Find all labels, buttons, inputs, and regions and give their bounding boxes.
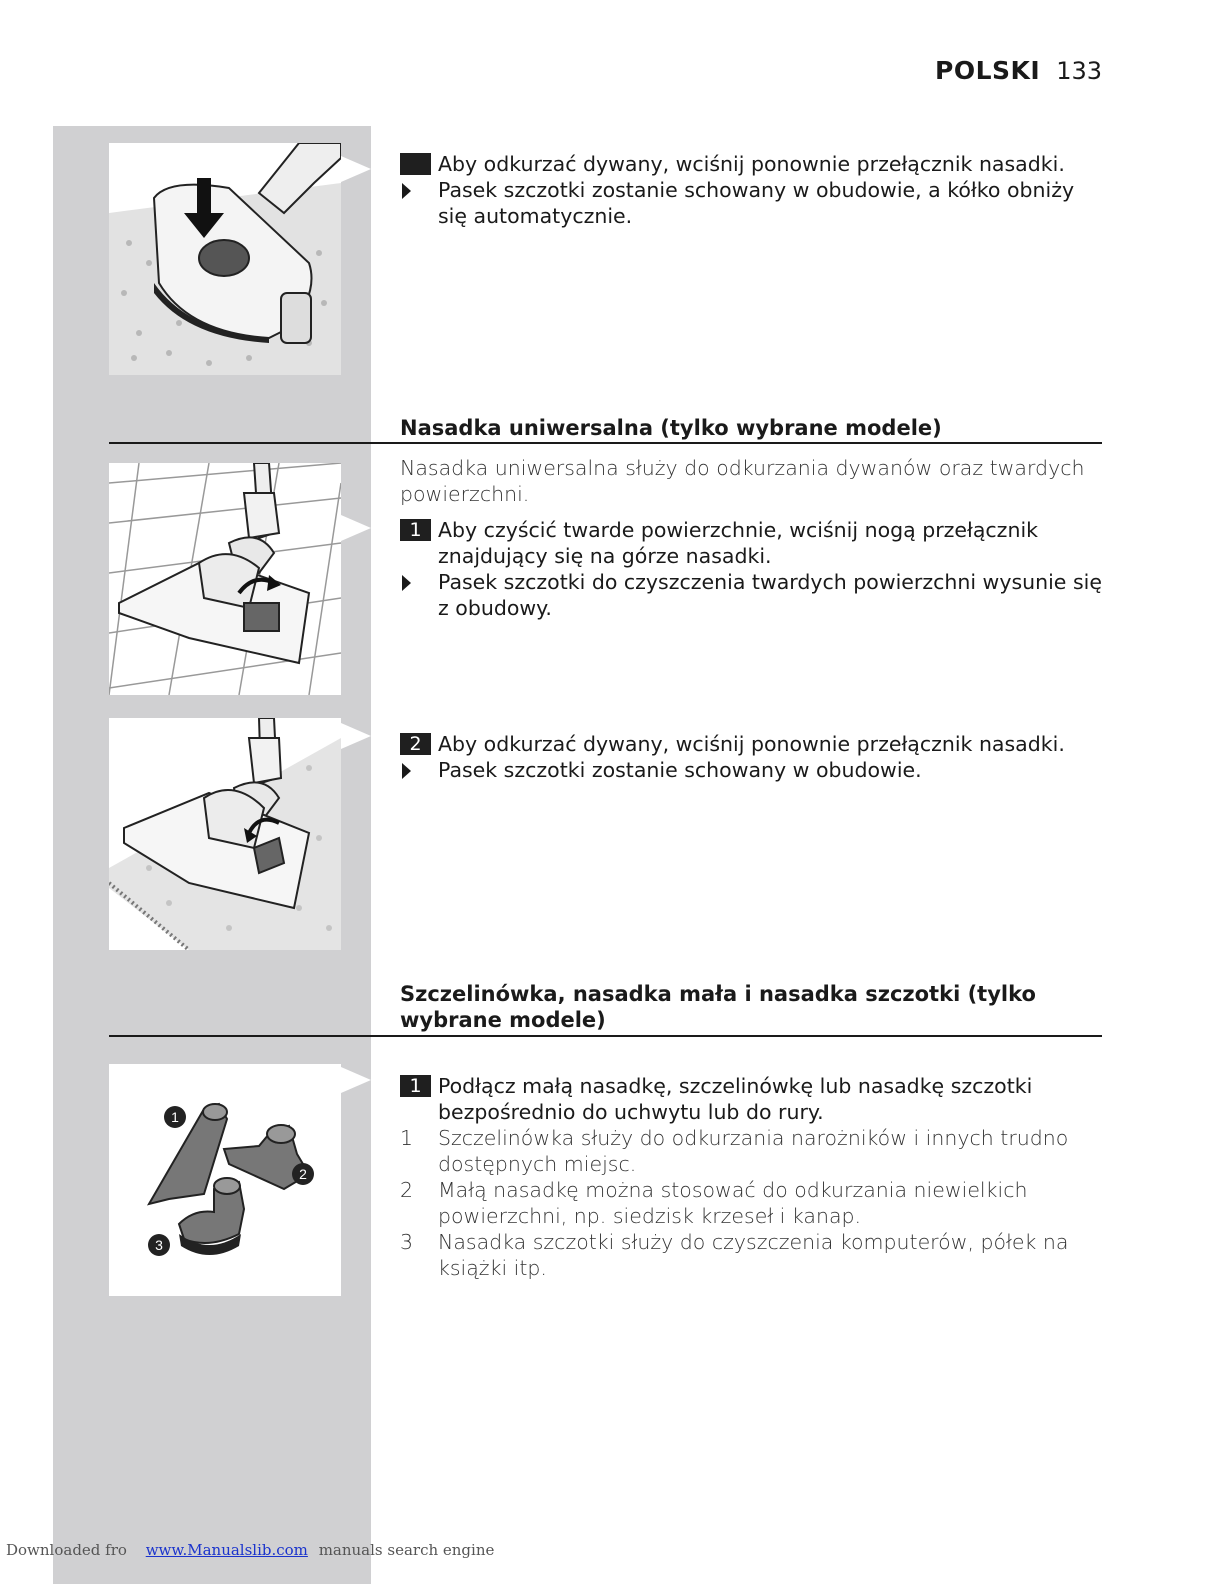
step-number-box: 1 [400, 1075, 431, 1097]
page-header [935, 56, 1102, 85]
step-row [400, 517, 1104, 569]
section0-steps [400, 151, 1104, 229]
callout-pointer [341, 156, 371, 182]
footer-prefix: Downloaded fro [6, 1541, 127, 1559]
list-item [400, 1229, 1104, 1281]
result-bullet-icon [402, 763, 411, 779]
section2-heading: Szczelinówka, nasadka mała i nasadka szczotki (tylko wybrane modele) [400, 982, 1036, 1032]
result-text: Pasek szczotki zostanie schowany w obudowie, a kółko obniży się automatycznie. [438, 178, 1075, 228]
list-item-number: 3 [400, 1230, 414, 1254]
language-label: POLSKI [935, 56, 1041, 85]
step-text: Aby odkurzać dywany, wciśnij ponownie przełącznik nasadki. [438, 732, 1065, 756]
step-number-box: 1 [400, 519, 431, 541]
section2-steps [400, 1073, 1104, 1281]
result-row [400, 569, 1104, 621]
step-row [400, 1073, 1104, 1125]
result-text: Pasek szczotki zostanie schowany w obudowie. [438, 758, 922, 782]
step-row [400, 731, 1104, 757]
step-text: Podłącz małą nasadkę, szczelinówkę lub nasadkę szczotki bezpośrednio do uchwytu lub do rury. [438, 1074, 1033, 1124]
list-item-text: Szczelinówka służy do odkurzania narożników i innych trudno dostępnych miejsc. [438, 1126, 1069, 1176]
list-item-number: 2 [400, 1178, 414, 1202]
step-text: Aby odkurzać dywany, wciśnij ponownie przełącznik nasadki. [438, 152, 1065, 176]
footer [6, 1541, 494, 1559]
callout-2: 2 [299, 1166, 307, 1182]
list-item-text: Małą nasadkę można stosować do odkurzania niewielkich powierzchni, np. siedzisk krzeseł i kanap. [438, 1178, 1028, 1228]
callout-pointer [341, 1067, 371, 1093]
result-row [400, 757, 1104, 783]
result-text: Pasek szczotki do czyszczenia twardych powierzchni wysunie się z obudowy. [438, 570, 1102, 620]
result-bullet-icon [402, 183, 411, 199]
footer-suffix: manuals search engine [318, 1541, 495, 1559]
section1-step2 [400, 731, 1104, 783]
callout-1: 1 [171, 1109, 179, 1125]
illustration-accessories [109, 1064, 341, 1296]
callout-pointer [341, 515, 371, 541]
step-row [400, 151, 1104, 177]
page-number: 133 [1056, 57, 1102, 85]
list-item-text: Nasadka szczotki służy do czyszczenia komputerów, półek na książki itp. [438, 1230, 1069, 1280]
list-item [400, 1125, 1104, 1177]
section1-steps [400, 455, 1104, 621]
section1-divider [109, 442, 1102, 444]
section1-intro: Nasadka uniwersalna służy do odkurzania dywanów oraz twardych powierzchni. [400, 456, 1085, 506]
callout-3: 3 [155, 1237, 163, 1253]
step-number-box [400, 153, 431, 175]
list-item [400, 1177, 1104, 1229]
list-item-number: 1 [400, 1126, 414, 1150]
callout-pointer [341, 723, 371, 749]
step-text: Aby czyścić twarde powierzchnie, wciśnij nogą przełącznik znajdujący się na górze nasadki. [438, 518, 1039, 568]
illustration-universal-nozzle-hard-floor [109, 463, 341, 695]
step-number-box: 2 [400, 733, 431, 755]
illustration-nozzle-carpet-press [109, 143, 341, 375]
manualslib-link[interactable]: www.Manualslib.com [145, 1541, 308, 1559]
result-bullet-icon [402, 575, 411, 591]
result-row [400, 177, 1104, 229]
section2-divider [109, 1035, 1102, 1037]
illustration-universal-nozzle-carpet [109, 718, 341, 950]
section1-heading: Nasadka uniwersalna (tylko wybrane modele) [400, 416, 942, 440]
